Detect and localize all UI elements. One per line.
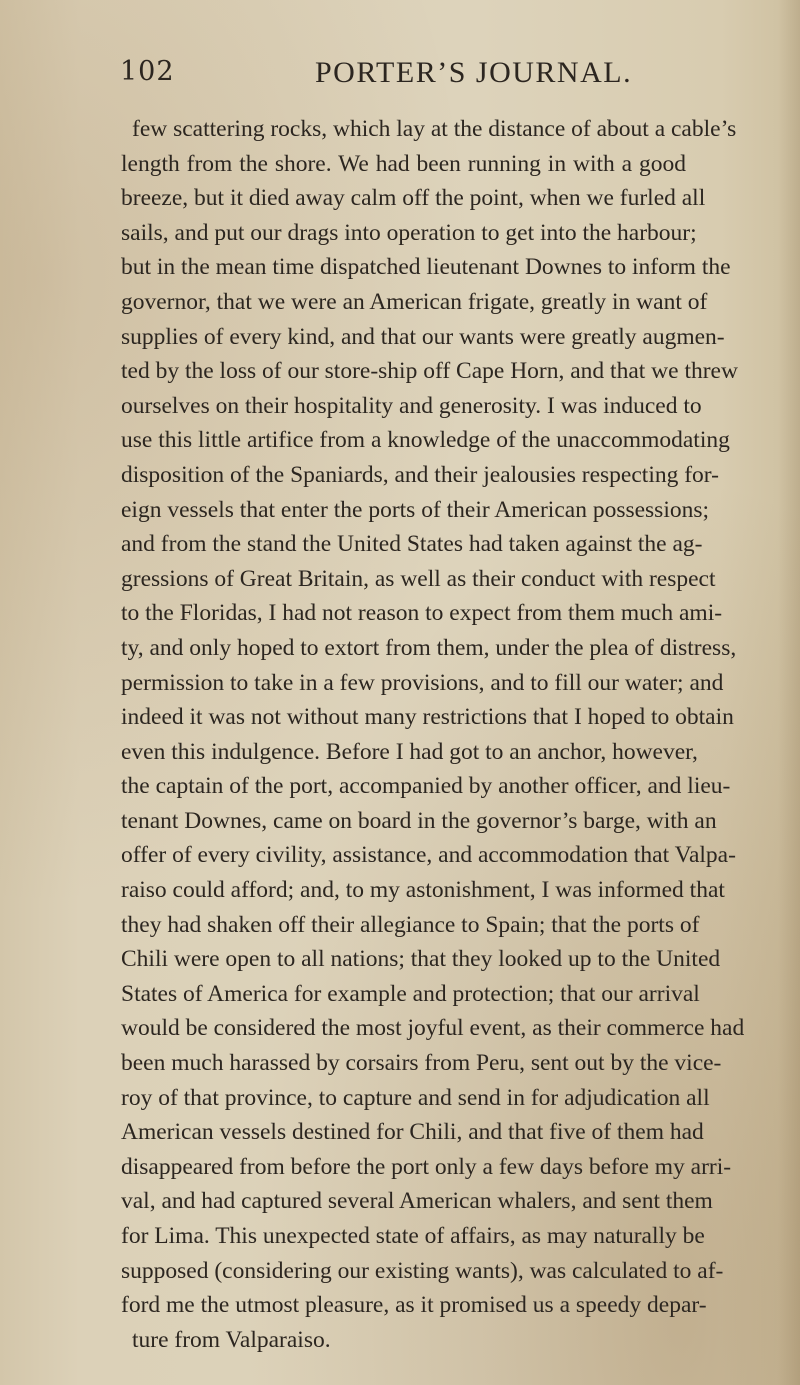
text-line: few scattering rocks, which lay at the distance of about a cable’s [132, 116, 737, 142]
text-line: the captain of the port, accompanied by another officer, and lieu- [121, 773, 731, 800]
text-line: States of America for example and protection; that our arrival [121, 980, 700, 1007]
text-line: American vessels destined for Chili, and that five of them had [121, 1119, 704, 1146]
text-line: to the Floridas, I had not reason to expect from them much ami- [121, 600, 723, 627]
text-line: permission to take in a few provisions, and to fill our water; and [121, 669, 724, 696]
text-line: tenant Downes, came on board in the governor’s barge, with an [121, 807, 717, 834]
text-line: and from the stand the United States had taken against the ag- [121, 531, 703, 558]
text-line: indeed it was not without many restrictions that I hoped to obtain [121, 704, 734, 731]
text-line: for Lima. This unexpected state of affairs, as may naturally be [121, 1223, 705, 1249]
text-line: supposed (considering our existing wants), was calculated to af- [121, 1257, 724, 1284]
text-line: disposition of the Spaniards, and their jealousies respecting for- [121, 461, 719, 488]
text-line: governor, that we were an American frigate, greatly in want of [121, 288, 708, 315]
text-line: eign vessels that enter the ports of their American possessions; [121, 496, 710, 523]
text-line: ty, and only hoped to extort from them, under the plea of distress, [121, 634, 737, 661]
text-line: val, and had captured several American whalers, and sent them [121, 1188, 713, 1215]
text-line: ture from Valparaiso. [132, 1326, 331, 1353]
text-line: gressions of Great Britain, as well as their conduct with respect [121, 565, 716, 592]
text-line: raiso could afford; and, to my astonishment, I was informed that [121, 877, 725, 904]
text-line: ford me the utmost pleasure, as it promised us a speedy depar- [121, 1292, 707, 1319]
text-line: sails, and put our drags into operation to get into the harbour; [121, 219, 697, 246]
text-line: offer of every civility, assistance, and accommodation that Valpa- [121, 842, 736, 869]
text-line: roy of that province, to capture and send in for adjudication all [121, 1084, 710, 1111]
text-line: length from the shore. We had been running in with a good [121, 150, 686, 177]
page-number: 102 [120, 56, 175, 87]
running-head: PORTER’S JOURNAL. [315, 56, 633, 89]
text-line: would be considered the most joyful event, as their commerce had [121, 1015, 745, 1042]
text-line: they had shaken off their allegiance to Spain; that the ports of [121, 911, 700, 938]
text-line: use this little artifice from a knowledge of the unaccommodating [121, 427, 730, 454]
text-line: ted by the loss of our store-ship off Cape Horn, and that we threw [121, 358, 738, 385]
text-line: Chili were open to all nations; that they looked up to the United [121, 946, 721, 973]
text-line: even this indulgence. Before I had got to an anchor, however, [121, 738, 698, 765]
body-text [121, 112, 745, 1357]
text-line: breeze, but it died away calm off the point, when we furled all [121, 185, 706, 212]
text-line: but in the mean time dispatched lieutenant Downes to inform the [121, 254, 731, 281]
page-edge-shadow [778, 0, 800, 1385]
text-line: ourselves on their hospitality and generosity. I was induced to [121, 392, 702, 419]
text-line: been much harassed by corsairs from Peru, sent out by the vice- [121, 1050, 722, 1077]
page-header [120, 56, 680, 96]
text-line: disappeared from before the port only a few days before my arri- [121, 1153, 732, 1180]
text-line: supplies of every kind, and that our wants were greatly augmen- [121, 323, 725, 350]
